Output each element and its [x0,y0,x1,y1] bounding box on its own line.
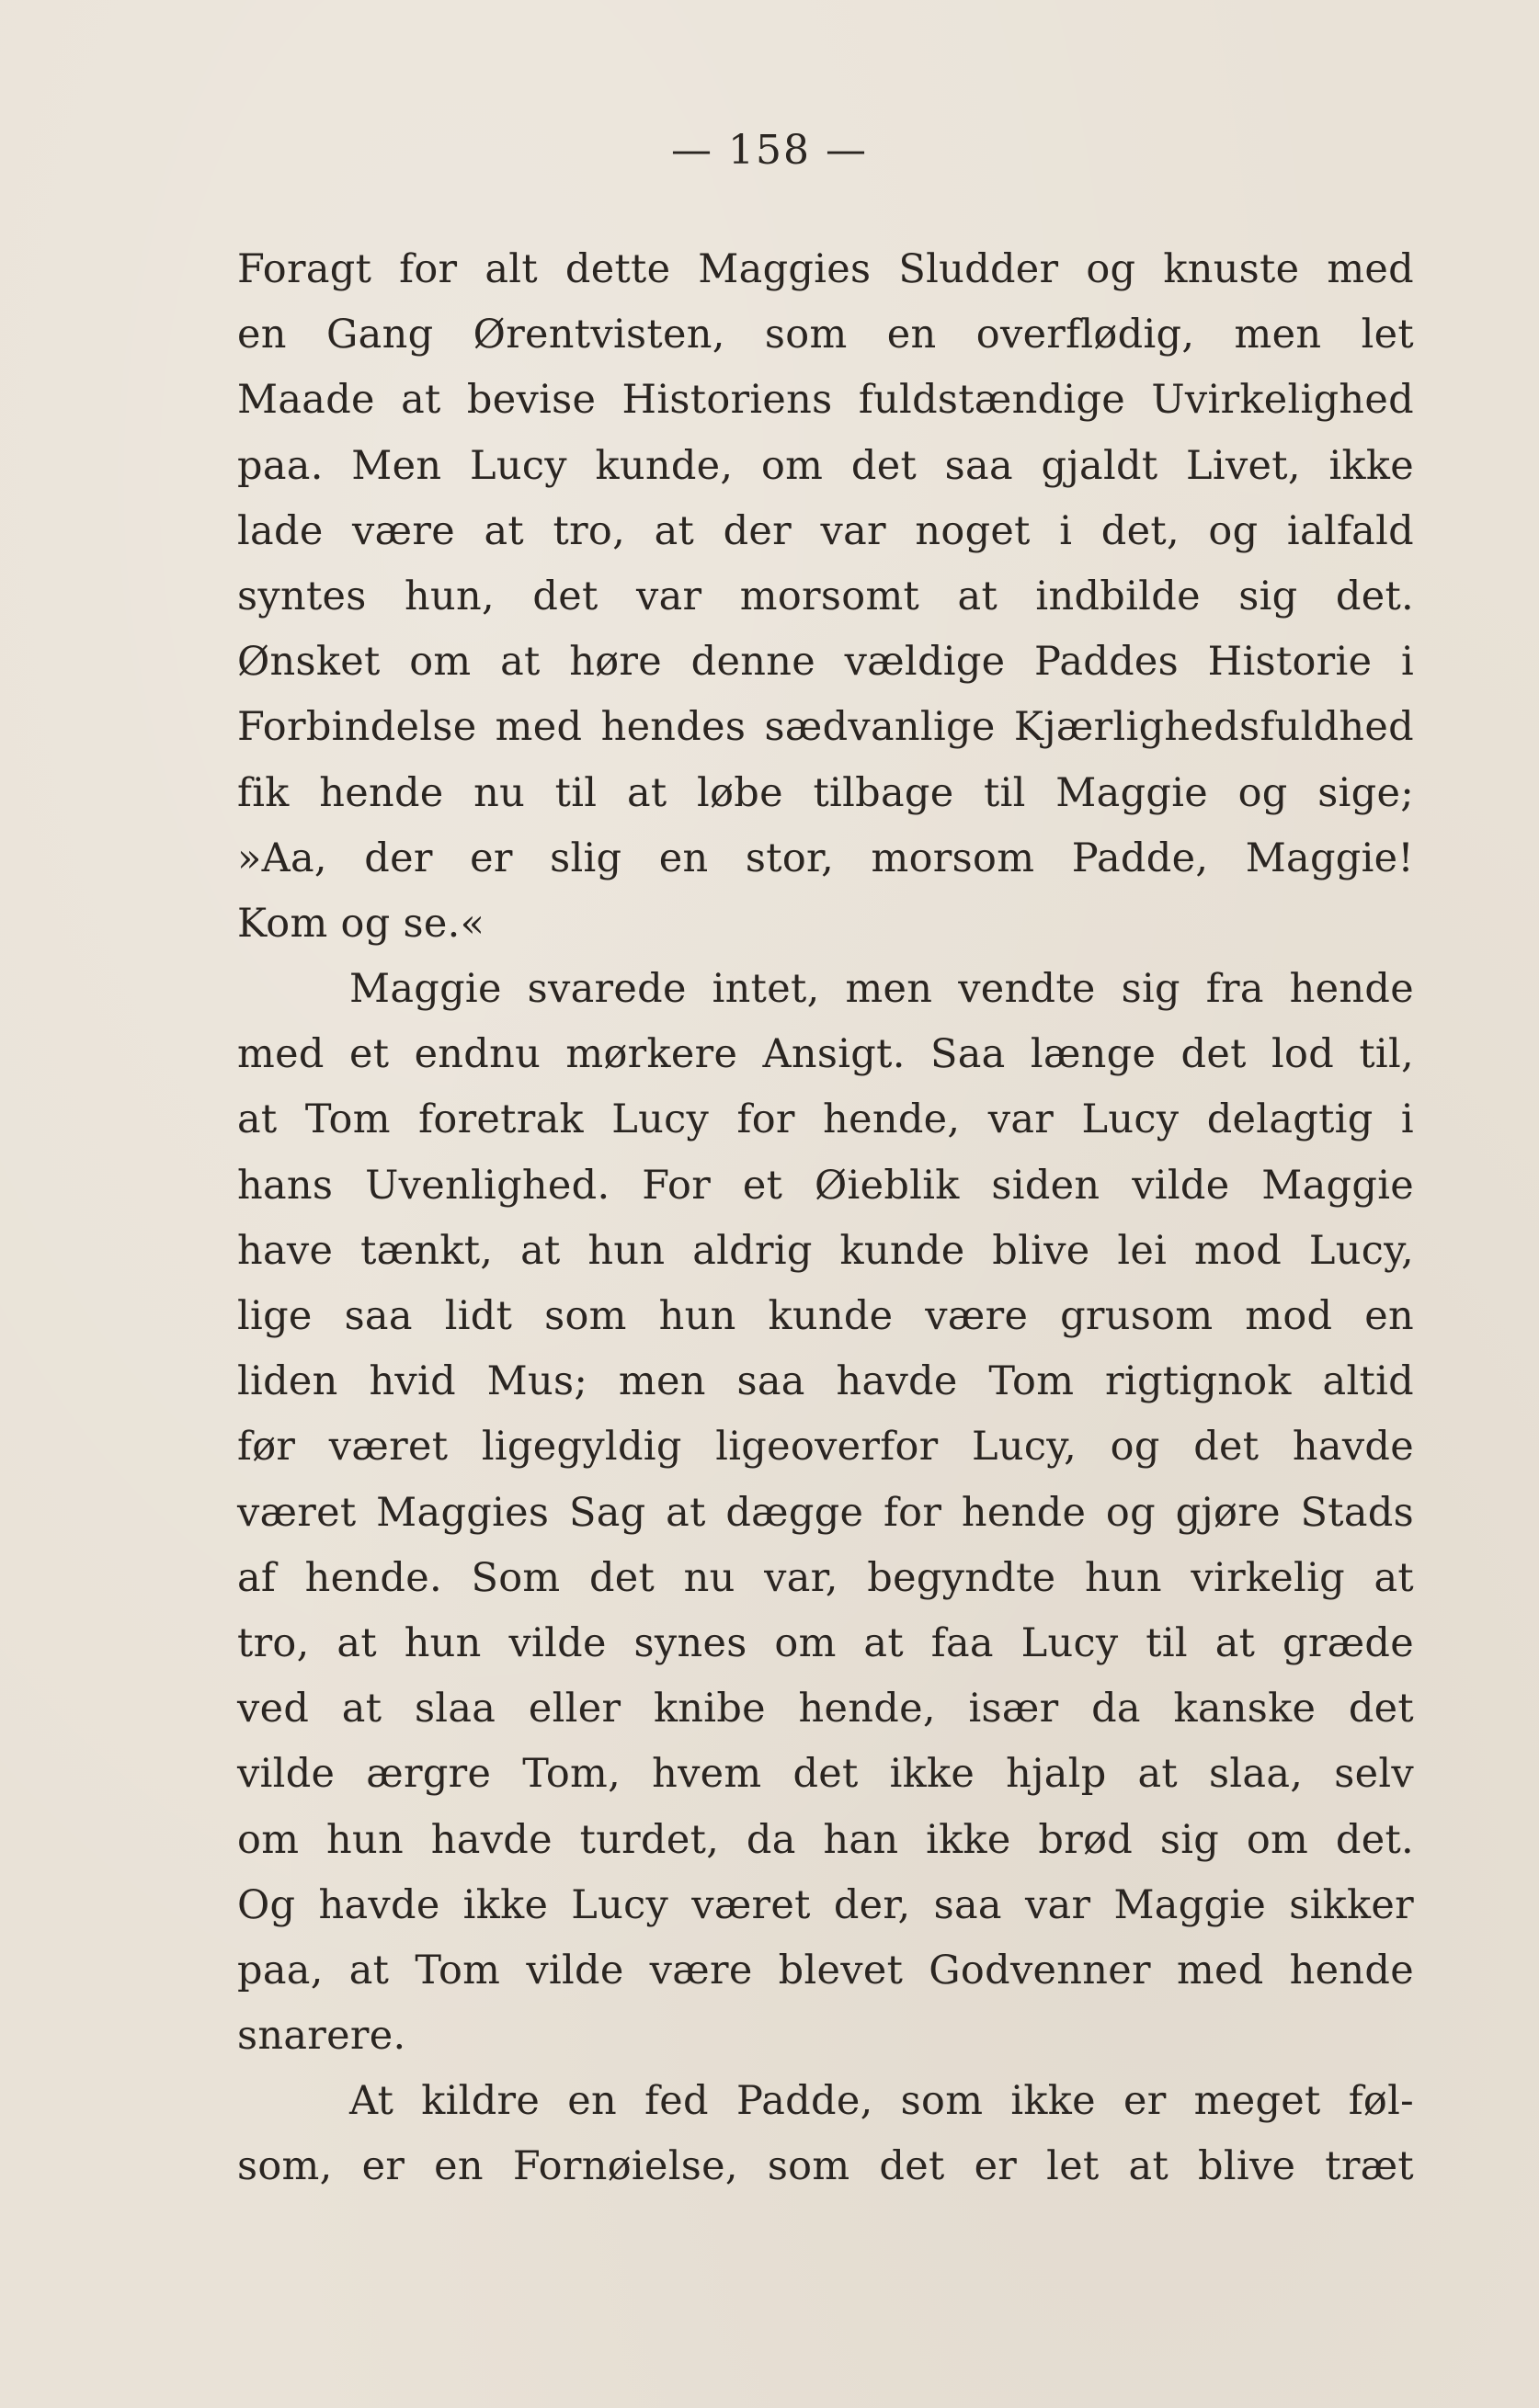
text-line: syntes hun, det var morsomt at indbilde sig det. [237,573,1414,619]
text-line: liden hvid Mus; men saa havde Tom rigtignok altid [237,1358,1414,1405]
text-line: ved at slaa eller knibe hende, især da kanske det [237,1686,1414,1732]
text-line: en Gang Ørentvisten, som en overflødig, men let [237,312,1414,358]
text-line: paa. Men Lucy kunde, om det saa gjaldt Livet, ikke [237,442,1414,489]
text-line: have tænkt, at hun aldrig kunde blive lei mod Lucy, [237,1227,1414,1274]
text-line: at Tom foretrak Lucy for hende, var Lucy delagtig i [237,1096,1414,1143]
text-line: fik hende nu til at løbe tilbage til Maggie og sige; [237,769,1414,816]
text-line: »Aa, der er slig en stor, morsom Padde, Maggie! [237,835,1414,881]
text-line: om hun havde turdet, da han ikke brød sig om det. [237,1816,1414,1863]
text-line: At kildre en fed Padde, som ikke er meget føl- [349,2078,1414,2125]
text-line: paa, at Tom vilde være blevet Godvenner med hende [237,1947,1414,1993]
text-line: vilde ærgre Tom, hvem det ikke hjalp at slaa, selv [237,1751,1414,1798]
text-line: Maade at bevise Historiens fuldstændige Uvirkelighed [237,377,1414,424]
text-line: været Maggies Sag at dægge for hende og gjøre Stads [237,1489,1414,1536]
text-line: snarere. [237,2013,406,2060]
text-line: tro, at hun vilde synes om at faa Lucy til at græde [237,1619,1414,1666]
text-line: Kom og se.« [237,900,485,947]
text-line: Maggie svarede intet, men vendte sig fra hende [349,966,1414,1013]
text-line: før været ligegyldig ligeoverfor Lucy, og det havde [237,1424,1414,1471]
page-number: — 158 — [671,127,868,174]
text-line: med et endnu mørkere Ansigt. Saa længe det lod til, [237,1031,1414,1078]
text-line: hans Uvenlighed. For et Øieblik siden vilde Maggie [237,1162,1414,1209]
text-line: som, er en Fornøielse, som det er let at blive træt [237,2143,1414,2190]
text-line: Forbindelse med hendes sædvanlige Kjærlighedsfuldhed [237,704,1414,751]
text-line: lade være at tro, at der var noget i det, og ialfald [237,507,1414,554]
text-line: lige saa lidt som hun kunde være grusom mod en [237,1293,1414,1339]
text-line: af hende. Som det nu var, begyndte hun virkelig at [237,1554,1414,1601]
text-line: Ønsket om at høre denne vældige Paddes Historie i [237,639,1414,686]
text-line: Foragt for alt dette Maggies Sludder og knuste med [237,246,1414,292]
text-line: Og havde ikke Lucy været der, saa var Maggie sikker [237,1881,1414,1928]
body-text [237,237,1414,2200]
